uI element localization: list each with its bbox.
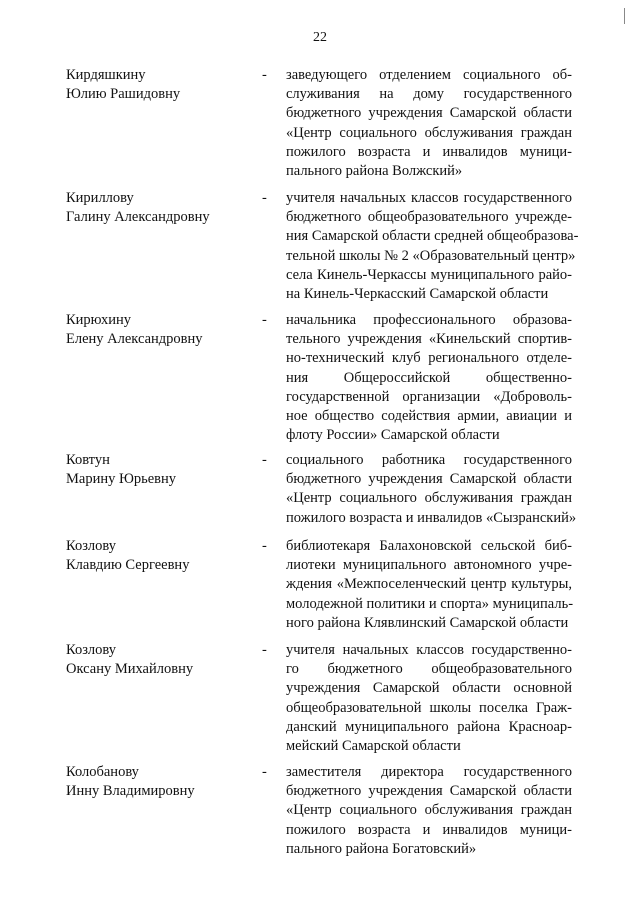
description-line: начальника профессионального образова-	[286, 312, 572, 328]
given-names: Юлию Рашидовну	[66, 86, 181, 103]
description-line: учителя начальных классов государственного	[286, 190, 572, 206]
description-line: лиотеки муниципального автономного учре-	[286, 557, 572, 574]
description-line: го бюджетного общеобразовательного	[286, 661, 572, 678]
position-description	[286, 451, 577, 528]
separator-dash: -	[262, 642, 267, 658]
given-names: Инну Владимировну	[66, 783, 195, 800]
description-line: ного района Клявлинский Самарской области	[286, 614, 569, 631]
description-line: молодежной политики и спорта» муниципаль-	[286, 595, 574, 612]
person-name	[66, 537, 189, 575]
surname: Кириллову	[66, 190, 134, 206]
description-line: библиотекаря Балахоновской сельской биб-	[286, 538, 572, 554]
description-line: учителя начальных классов государственно-	[286, 642, 572, 658]
description-line: общеобразовательной школы поселка Граж-	[286, 699, 572, 716]
description-line: но-технический клуб регионального отделе-	[286, 350, 572, 367]
description-line: данский муниципального района Красноар-	[286, 718, 572, 735]
description-line: пожилого возраста и инвалидов «Сызранский»	[286, 509, 577, 526]
description-line: государственной организации «Доброволь-	[286, 388, 572, 405]
given-names: Клавдию Сергеевну	[66, 557, 190, 574]
description-line: ния Общероссийской общественно-	[286, 369, 572, 386]
surname: Козлову	[66, 538, 117, 554]
position-description	[286, 311, 572, 445]
description-line: пожилого возраста и инвалидов муници-	[286, 821, 572, 838]
position-description	[286, 189, 579, 304]
description-line: социального работника государственного	[286, 452, 572, 468]
person-name	[66, 641, 193, 679]
person-name	[66, 311, 203, 349]
description-line: флоту России» Самарской области	[286, 427, 500, 444]
description-line: заместителя директора государственного	[286, 764, 572, 780]
given-names: Елену Александровну	[66, 331, 203, 348]
description-line: мейский Самарской области	[286, 738, 461, 755]
position-description	[286, 66, 572, 181]
description-line: пального района Богатовский»	[286, 840, 477, 857]
person-name	[66, 763, 195, 801]
description-line: бюджетного учреждения Самарской области	[286, 783, 572, 800]
description-line: ния Самарской области средней общеобразова-	[286, 228, 579, 245]
separator-dash: -	[262, 452, 267, 468]
given-names: Оксану Михайловну	[66, 661, 194, 678]
position-description	[286, 537, 572, 633]
separator-dash: -	[262, 538, 267, 554]
person-name	[66, 66, 180, 104]
description-line: пожилого возраста и инвалидов муници-	[286, 143, 572, 160]
description-line: «Центр социального обслуживания граждан	[286, 124, 572, 141]
description-line: на Кинель-Черкасский Самарской области	[286, 286, 549, 303]
description-line: «Центр социального обслуживания граждан	[286, 802, 572, 819]
separator-dash: -	[262, 764, 267, 780]
description-line: «Центр социального обслуживания граждан	[286, 490, 572, 507]
position-description	[286, 641, 572, 756]
description-line: пального района Волжский»	[286, 163, 463, 180]
person-name	[66, 451, 176, 489]
surname: Колобанову	[66, 764, 139, 780]
description-line: бюджетного учреждения Самарской области	[286, 105, 572, 122]
surname: Ковтун	[66, 452, 110, 468]
separator-dash: -	[262, 67, 267, 83]
description-line: ждения «Межпоселенческий центр культуры,	[286, 576, 572, 593]
person-name	[66, 189, 210, 227]
description-line: тельной школы № 2 «Образовательный центр»	[286, 247, 576, 264]
description-line: тельного учреждения «Кинельский спортив-	[286, 331, 572, 348]
position-description	[286, 763, 572, 859]
description-line: учреждения Самарской области основной	[286, 680, 572, 697]
given-names: Марину Юрьевну	[66, 471, 177, 488]
separator-dash: -	[262, 312, 267, 328]
description-line: села Кинель-Черкассы муниципального райо-	[286, 266, 572, 283]
surname: Кирдяшкину	[66, 67, 146, 83]
surname: Кирюхину	[66, 312, 131, 328]
scan-edge-mark	[624, 8, 625, 24]
given-names: Галину Александровну	[66, 209, 210, 226]
description-line: служивания на дому государственного	[286, 86, 572, 103]
description-line: ное общество содействия армии, авиации и	[286, 408, 572, 425]
description-line: заведующего отделением социального об-	[286, 67, 572, 83]
separator-dash: -	[262, 190, 267, 206]
description-line: бюджетного общеобразовательного учрежде-	[286, 209, 572, 226]
description-line: бюджетного учреждения Самарской области	[286, 471, 572, 488]
surname: Козлову	[66, 642, 117, 658]
page-number: 22	[313, 30, 327, 45]
